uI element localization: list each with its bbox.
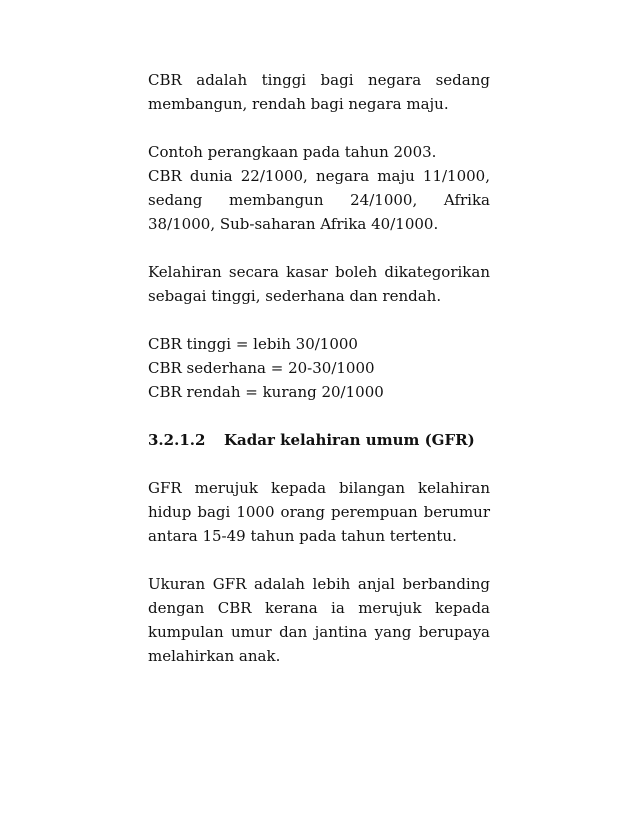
document-page xyxy=(148,68,490,692)
paragraph-gfr-definition xyxy=(148,476,490,548)
text-line: 38/1000, Sub-saharan Afrika 40/1000. xyxy=(148,215,439,233)
section-title: Kadar kelahiran umum (GFR) xyxy=(224,431,475,449)
text-line: CBR adalah tinggi bagi negara sedang xyxy=(148,71,490,89)
paragraph-gfr-comparison xyxy=(148,572,490,668)
section-number: 3.2.1.2 xyxy=(148,431,206,449)
text-line: GFR merujuk kepada bilangan kelahiran xyxy=(148,479,490,497)
text-line: antara 15-49 tahun pada tahun tertentu. xyxy=(148,527,457,545)
text-line: melahirkan anak. xyxy=(148,647,281,665)
text-line: Contoh perangkaan pada tahun 2003. xyxy=(148,143,437,161)
paragraph-cbr-levels xyxy=(148,332,490,404)
paragraph-cbr-categories xyxy=(148,260,490,308)
text-line: CBR tinggi = lebih 30/1000 xyxy=(148,335,358,353)
text-line: CBR rendah = kurang 20/1000 xyxy=(148,383,384,401)
paragraph-cbr-statistics xyxy=(148,140,490,236)
text-line: Ukuran GFR adalah lebih anjal berbanding xyxy=(148,575,490,593)
text-line: hidup bagi 1000 orang perempuan berumur xyxy=(148,503,490,521)
text-line: CBR sederhana = 20-30/1000 xyxy=(148,359,375,377)
text-line: kumpulan umur dan jantina yang berupaya xyxy=(148,623,490,641)
text-line: sedang membangun 24/1000, Afrika xyxy=(148,191,490,209)
text-line: sebagai tinggi, sederhana dan rendah. xyxy=(148,287,442,305)
text-line: CBR dunia 22/1000, negara maju 11/1000, xyxy=(148,167,490,185)
paragraph-cbr-definition xyxy=(148,68,490,116)
text-line: membangun, rendah bagi negara maju. xyxy=(148,95,449,113)
text-line: Kelahiran secara kasar boleh dikategorikan xyxy=(148,263,490,281)
section-heading xyxy=(148,428,490,452)
text-line: dengan CBR kerana ia merujuk kepada xyxy=(148,599,490,617)
